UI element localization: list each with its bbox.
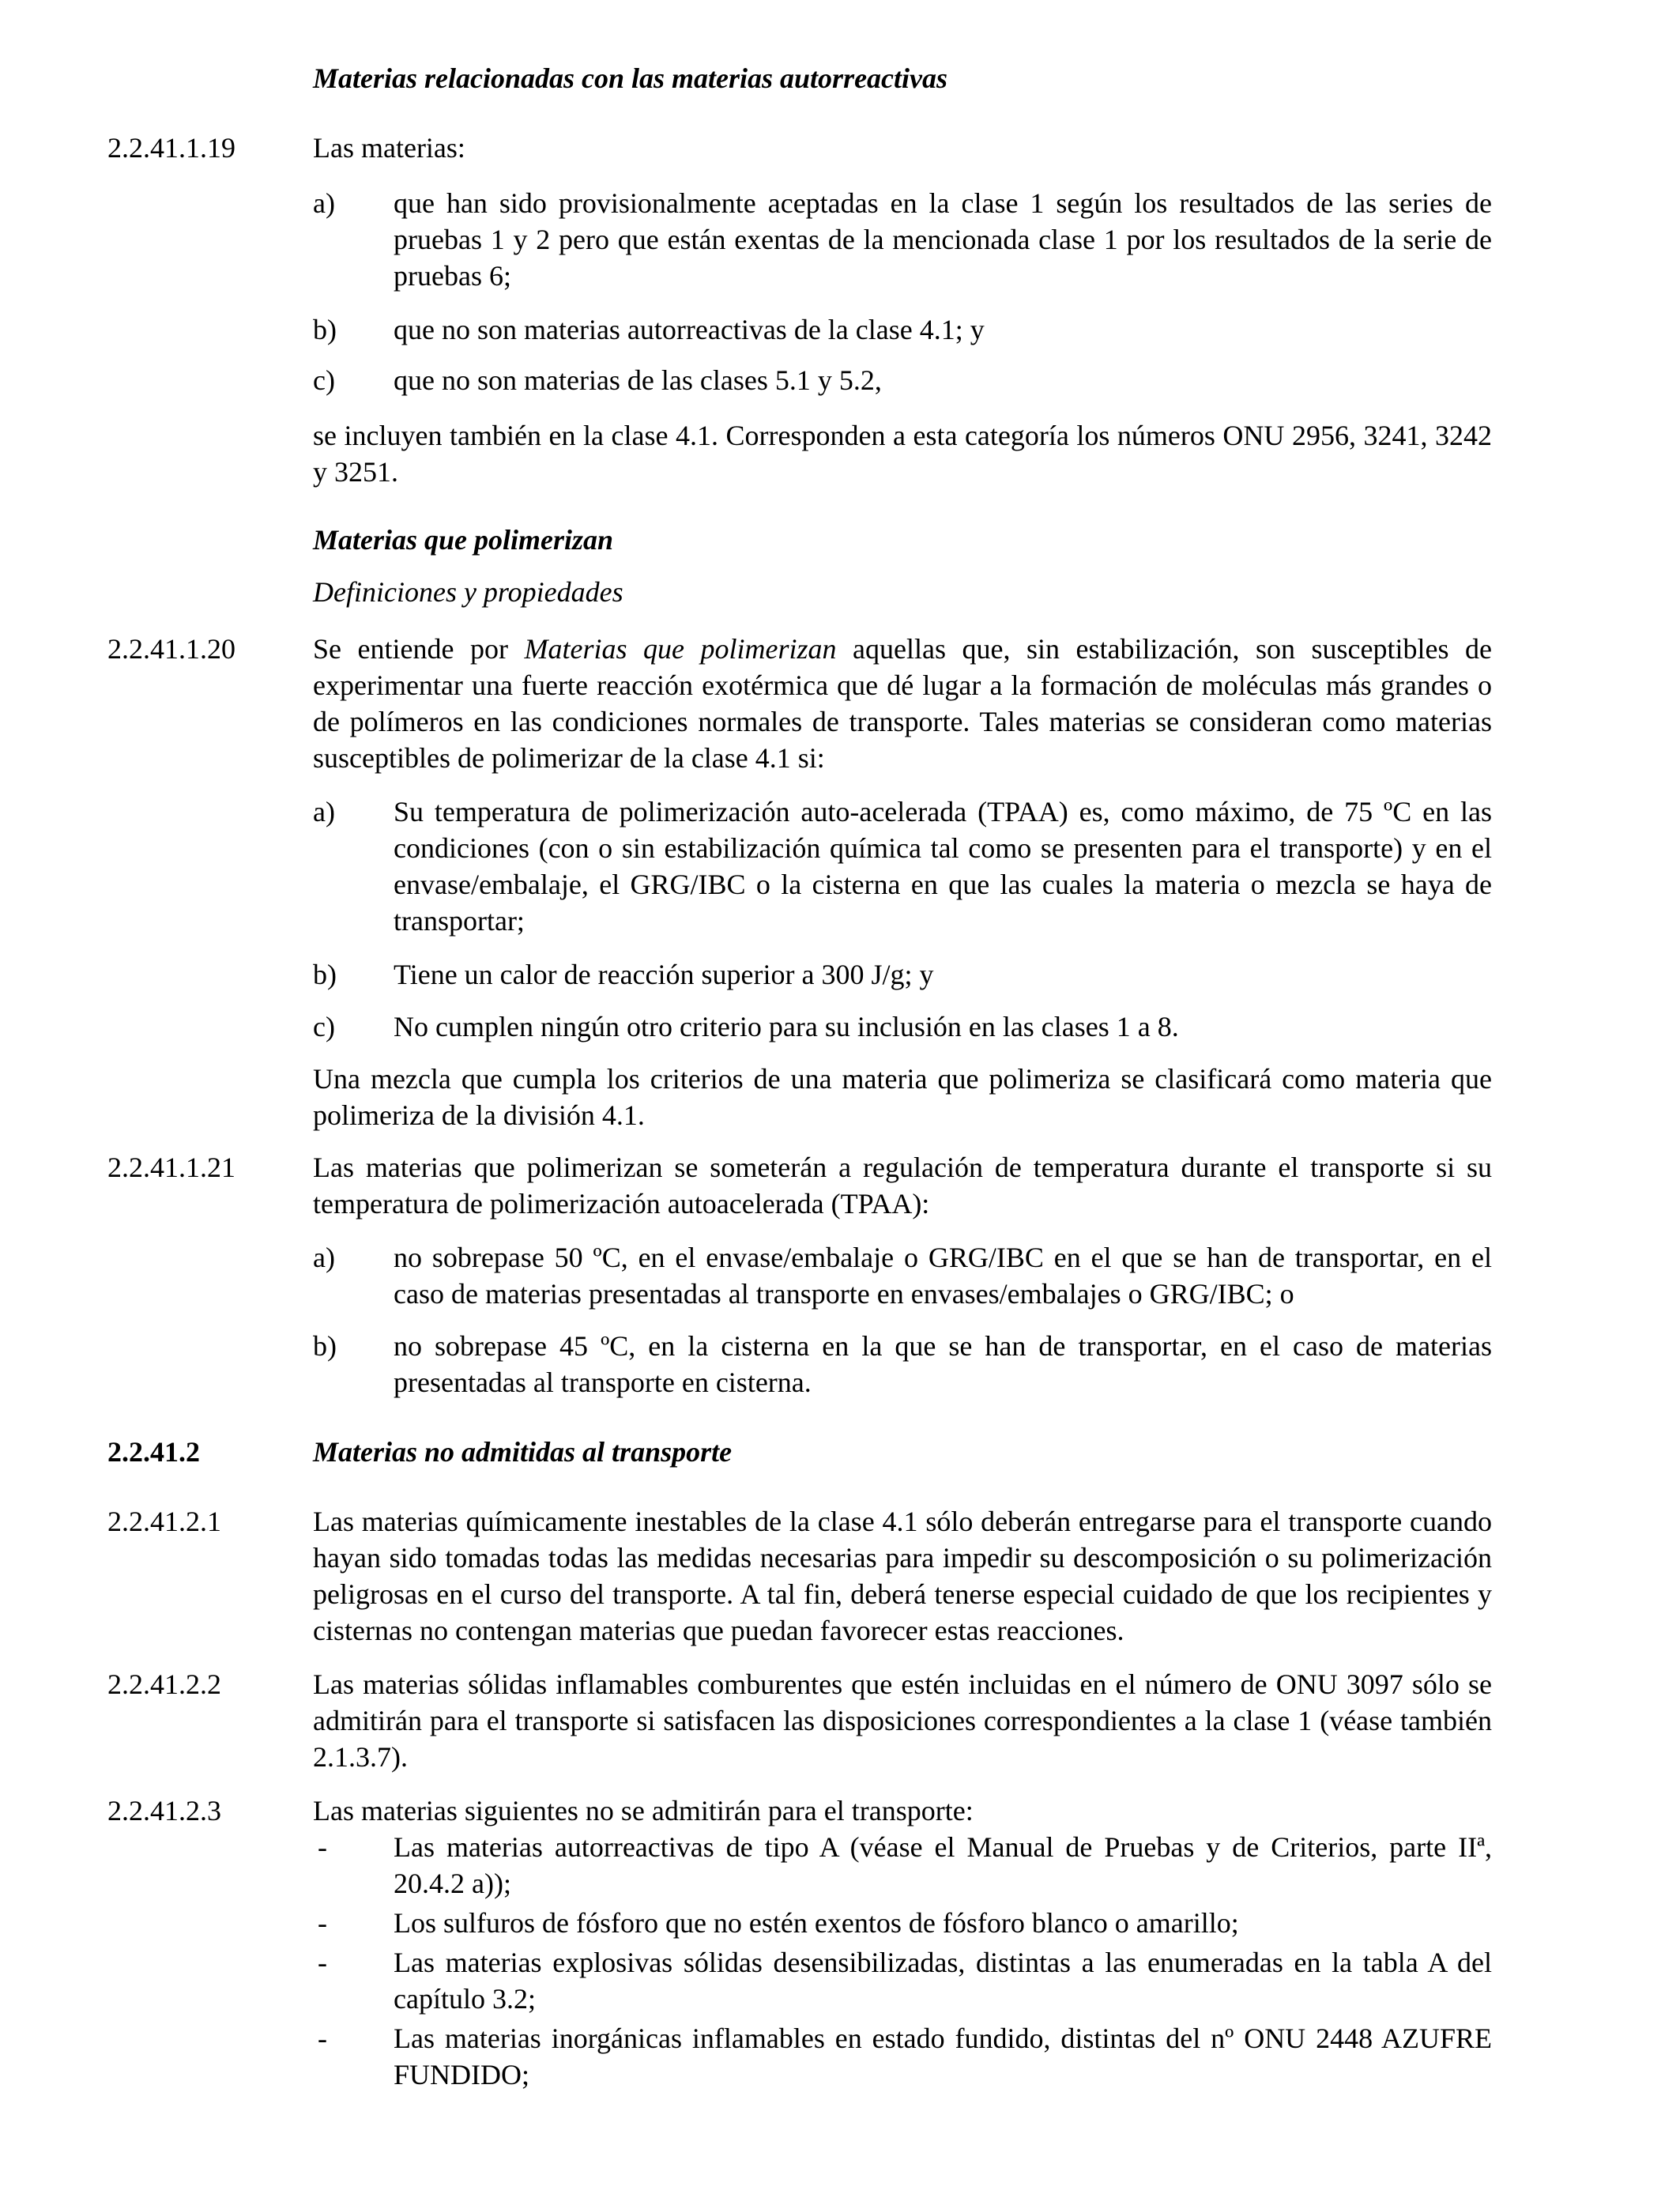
section-number-2-3: 2.2.41.2.3 <box>107 1795 221 1826</box>
list-label: c) <box>313 1011 335 1042</box>
list-item <box>313 1829 1492 1902</box>
section-heading-self-reactive-related: Materias relacionadas con las materias autorreactivas <box>313 62 948 94</box>
list-text: que no son materias autorreactivas de la clase 4.1; y <box>394 314 985 345</box>
list-text: No cumplen ningún otro criterio para su inclusión en las clases 1 a 8. <box>394 1011 1179 1042</box>
list-item <box>313 1944 1492 2017</box>
list-text: no sobrepase 50 ºC, en el envase/embalaje o GRG/IBC en el que se han de transportar, en el caso de materias presentadas al transporte en envases/embalajes o GRG/IBC; o <box>394 1242 1492 1310</box>
section-subheading-definitions: Definiciones y propiedades <box>313 576 623 608</box>
section-intro-1-20 <box>313 631 1492 776</box>
list-text: Los sulfuros de fósforo que no estén exentos de fósforo blanco o amarillo; <box>394 1907 1239 1939</box>
section-text-2-1: Las materias químicamente inestables de la clase 4.1 sólo deberán entregarse para el transporte cuando hayan sido tomadas todas las medidas necesarias para impedir su descomposición o su polimerización peligrosas en el curso del transporte. A tal fin, deberá tenerse especial cuidado de que los recipientes y cisternas no contengan materias que puedan favorecer estas reacciones. <box>313 1506 1492 1646</box>
section-number-1-20: 2.2.41.1.20 <box>107 633 235 665</box>
section-number-2: 2.2.41.2 <box>107 1436 200 1468</box>
list-text: Tiene un calor de reacción superior a 300 J/g; y <box>394 959 934 990</box>
list-text: que han sido provisionalmente aceptadas en la clase 1 según los resultados de las series de pruebas 1 y 2 pero que están exentas de la mencionada clase 1 por los resultados de la serie de pruebas 6; <box>394 187 1492 292</box>
section-number-2-1: 2.2.41.2.1 <box>107 1506 221 1537</box>
section-closing-1-20: Una mezcla que cumpla los criterios de una materia que polimeriza se clasificará como materia que polimeriza de la división 4.1. <box>313 1063 1492 1131</box>
defined-term: Materias que polimerizan <box>524 633 837 665</box>
list-item <box>313 956 1492 993</box>
list-item <box>313 1239 1492 1312</box>
list-text: que no son materias de las clases 5.1 y 5.2, <box>394 364 882 396</box>
section-number-1-19: 2.2.41.1.19 <box>107 132 235 164</box>
list-text: Las materias inorgánicas inflamables en estado fundido, distintas del nº ONU 2448 AZUFRE FUNDIDO; <box>394 2022 1492 2090</box>
section-heading-polymerizing: Materias que polimerizan <box>313 524 614 556</box>
list-item <box>313 362 1492 398</box>
list-item <box>313 1008 1492 1045</box>
list-bullet: - <box>318 2022 327 2054</box>
list-text: no sobrepase 45 ºC, en la cisterna en la que se han de transportar, en el caso de materias presentadas al transporte en cisterna. <box>394 1330 1492 1398</box>
section-number-1-21: 2.2.41.1.21 <box>107 1152 235 1183</box>
section-heading-not-admitted: Materias no admitidas al transporte <box>313 1436 733 1468</box>
intro-text: Se entiende por <box>313 633 525 665</box>
list-label: a) <box>313 796 335 827</box>
list-label: b) <box>313 314 337 345</box>
section-intro-1-19: Las materias: <box>313 132 465 164</box>
section-number-2-2: 2.2.41.2.2 <box>107 1668 221 1700</box>
list-label: b) <box>313 1330 337 1362</box>
list-item <box>313 2020 1492 2093</box>
list-item <box>313 1905 1492 1941</box>
intro-text: aquellas que, sin estabilización, son susceptibles de experimentar una fuerte reacción exotérmica que dé lugar a la formación de moléculas más grandes o de polímeros en las condiciones normales de transporte. Tales materias se consideran como materias susceptibles de polimerizar de la clase 4.1 si: <box>313 633 1492 774</box>
section-text-2-2: Las materias sólidas inflamables comburentes que estén incluidas en el número de ONU 3097 sólo se admitirán para el transporte si satisfacen las disposiciones correspondientes a la clase 1 (véase también 2.1.3.7). <box>313 1668 1492 1773</box>
list-label: a) <box>313 1242 335 1273</box>
list-bullet: - <box>318 1947 327 1978</box>
list-bullet: - <box>318 1831 327 1863</box>
list-text: Su temperatura de polimerización auto-acelerada (TPAA) es, como máximo, de 75 ºC en las condiciones (con o sin estabilización química tal como se presenten para el transporte) y en el envase/embalaje, el GRG/IBC o la cisterna en que las cuales la materia o mezcla se haya de transportar; <box>394 796 1492 937</box>
section-intro-1-21: Las materias que polimerizan se someterán a regulación de temperatura durante el transporte si su temperatura de polimerización autoacelerada (TPAA): <box>313 1152 1492 1220</box>
list-text: Las materias autorreactivas de tipo A (véase el Manual de Pruebas y de Criterios, parte IIª, 20.4.2 a)); <box>394 1831 1492 1899</box>
list-item <box>313 311 1492 348</box>
list-label: a) <box>313 187 335 219</box>
list-label: b) <box>313 959 337 990</box>
section-intro-2-3: Las materias siguientes no se admitirán para el transporte: <box>313 1795 974 1826</box>
section-closing-1-19: se incluyen también en la clase 4.1. Corresponden a esta categoría los números ONU 2956, 3241, 3242 y 3251. <box>313 420 1492 488</box>
list-text: Las materias explosivas sólidas desensibilizadas, distintas a las enumeradas en la tabla A del capítulo 3.2; <box>394 1947 1492 2015</box>
list-item <box>313 185 1492 294</box>
list-bullet: - <box>318 1907 327 1939</box>
list-item <box>313 1328 1492 1400</box>
list-label: c) <box>313 364 335 396</box>
list-item <box>313 794 1492 939</box>
